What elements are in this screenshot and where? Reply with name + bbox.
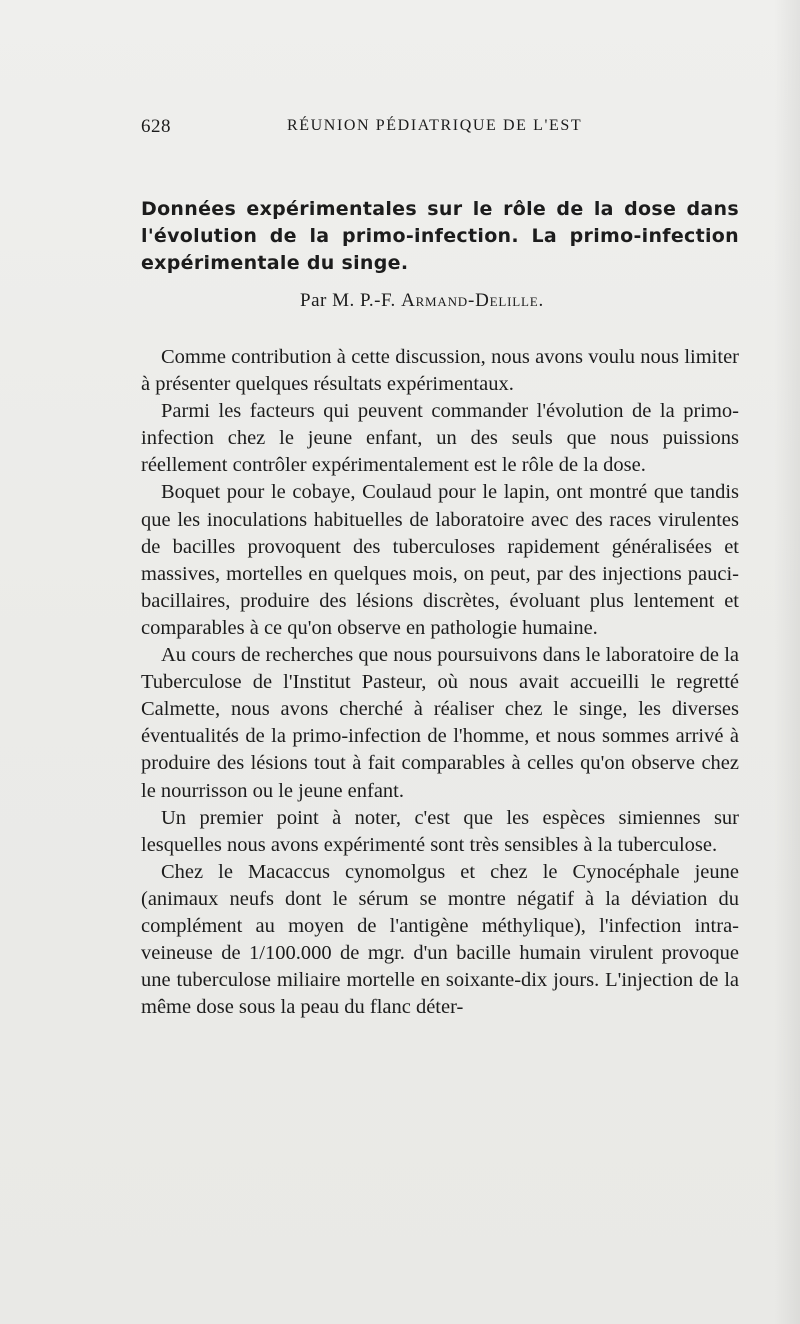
paragraph: Un premier point à noter, c'est que les espèces simiennes sur lesquelles nous avons expérimenté sont très sensibles à la tuberculose. — [141, 806, 739, 856]
article-title: Données expérimentales sur le rôle de la dose dans l'évolution de la primo-infection. La primo-infection expérimentale du singe. — [141, 198, 739, 274]
author-prefix: Par M. P.-F. — [300, 290, 402, 311]
paragraph: Comme contribution à cette discussion, nous avons voulu nous limiter à présenter quelques résultats expérimentaux. — [141, 346, 739, 396]
paragraph: Chez le Macaccus cynomolgus et chez le Cynocéphale jeune (animaux neufs dont le sérum se montre négatif à la déviation du complément au moyen de l'antigène méthylique), l'infection intra-veineuse de 1/100.000 de mgr. d'un bacille humain virulent provoque une tuberculose miliaire mortelle en soixante-dix jours. L'injection de la même dose sous la peau du flanc déter- — [141, 860, 739, 1019]
article-author — [300, 290, 544, 312]
author-name: Armand-Delille. — [401, 290, 545, 311]
paragraph: Au cours de recherches que nous poursuivons dans le laboratoire de la Tuberculose de l'Institut Pasteur, où nous avait accueilli le regretté Calmette, nous avons cherché à réaliser chez le singe, les diverses éventualités de la primo-infection de l'homme, et nous sommes arrivé à produire des lésions tout à fait comparables à celles qu'on observe chez le nourrisson ou le jeune enfant. — [141, 644, 739, 802]
paragraph: Parmi les facteurs qui peuvent commander l'évolution de la primo-infection chez le jeune enfant, un des seuls que nous puissions réellement contrôler expérimentalement est le rôle de la dose. — [141, 400, 739, 477]
page-edge-shadow — [774, 0, 800, 1324]
page-number: 628 — [141, 116, 171, 137]
page-header — [141, 116, 739, 140]
running-head: RÉUNION PÉDIATRIQUE DE L'EST — [287, 117, 583, 134]
article-body — [141, 344, 739, 1021]
paragraph: Boquet pour le cobaye, Coulaud pour le lapin, ont montré que tandis que les inoculations habituelles de laboratoire avec des races virulentes de bacilles provoquent des tuberculoses rapidement généralisées et massives, mortelles en quelques mois, on peut, par des injections pauci-bacillaires, produire des lésions discrètes, évoluant plus lentement et comparables à ce qu'on observe en pathologie humaine. — [141, 481, 739, 639]
